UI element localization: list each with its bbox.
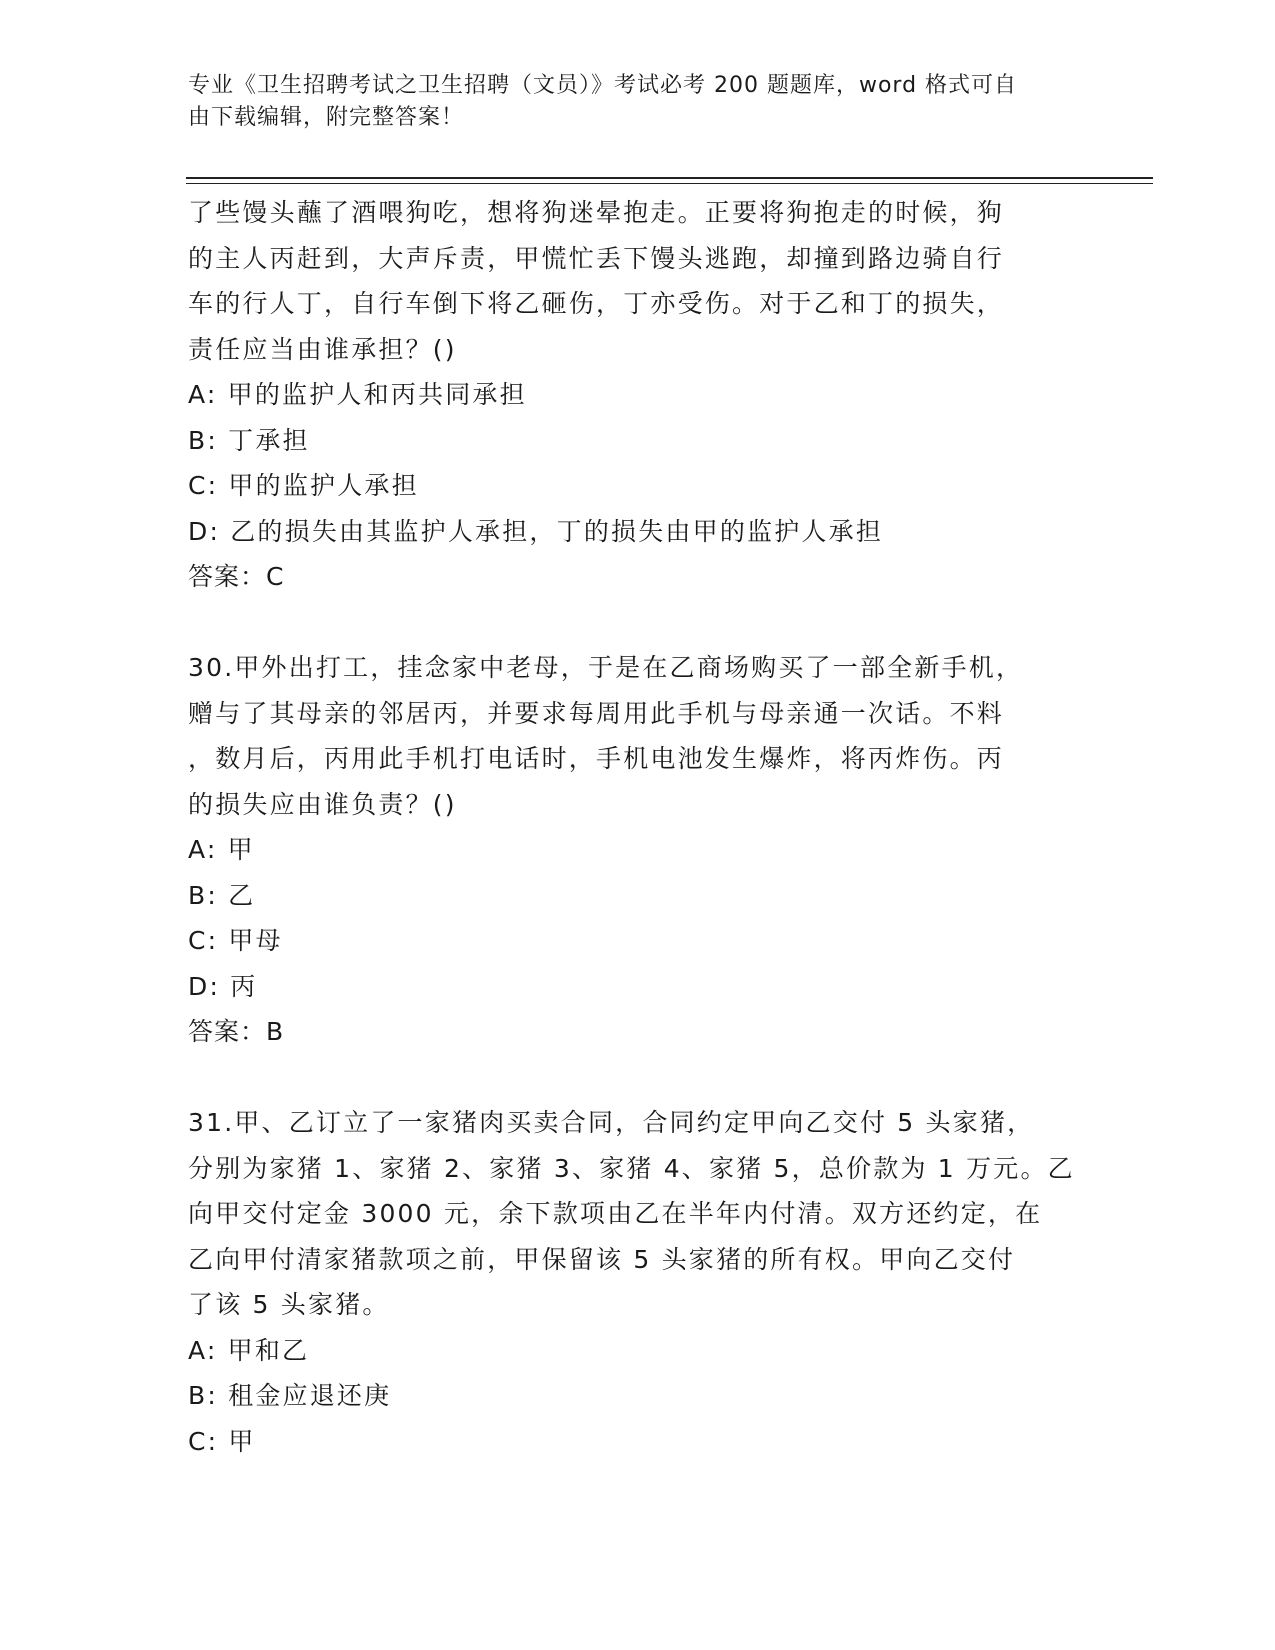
header-line-2: 由下载编辑，附完整答案！ [188, 105, 465, 130]
question-stem-line: 的损失应由谁负责？() [188, 789, 457, 819]
option-c: C: 甲 [188, 1426, 256, 1456]
question-stem-line: ，数月后，丙用此手机打电话时，手机电池发生爆炸，将丙炸伤。丙 [188, 744, 1005, 773]
question-29 [188, 190, 1088, 600]
question-stem-line: 31.甲、乙订立了一家猪肉买卖合同，合同约定甲向乙交付 5 头家猪， [188, 1108, 1035, 1137]
question-stem-line: 了该 5 头家猪。 [188, 1290, 390, 1319]
option-d: D: 乙的损失由其监护人承担，丁的损失由甲的监护人承担 [188, 516, 884, 546]
option-d: D: 丙 [188, 971, 258, 1001]
answer-line: 答案：C [188, 562, 285, 591]
option-c: C: 甲的监护人承担 [188, 471, 419, 500]
question-stem-line: 车的行人丁，自行车倒下将乙砸伤，丁亦受伤。对于乙和丁的损失， [188, 289, 1005, 318]
question-stem-line: 分别为家猪 1、家猪 2、家猪 3、家猪 4、家猪 5，总价款为 1 万元。乙 [188, 1153, 1075, 1183]
option-a: A: 甲和乙 [188, 1335, 310, 1365]
option-b: B: 乙 [188, 880, 256, 910]
option-a: A: 甲 [188, 835, 255, 864]
question-stem-line: 责任应当由谁承担？() [188, 334, 457, 364]
option-b: B: 丁承担 [188, 425, 310, 455]
question-stem-line: 了些馒头蘸了酒喂狗吃，想将狗迷晕抱走。正要将狗抱走的时候，狗 [188, 198, 1005, 227]
question-stem-line: 的主人丙赶到，大声斥责，甲慌忙丢下馒头逃跑，却撞到路边骑自行 [188, 243, 1005, 273]
option-c: C: 甲母 [188, 926, 283, 955]
option-a: A: 甲的监护人和丙共同承担 [188, 380, 527, 409]
question-stem-line: 30.甲外出打工，挂念家中老母，于是在乙商场购买了一部全新手机， [188, 653, 1024, 682]
document-body [188, 190, 1088, 1464]
question-stem-line: 赠与了其母亲的邻居丙，并要求每周用此手机与母亲通一次话。不料 [188, 698, 1005, 728]
spacer [188, 1055, 1088, 1101]
document-header [188, 70, 1088, 134]
answer-line: 答案：B [188, 1017, 285, 1046]
header-rule-thin [186, 183, 1153, 184]
question-30 [188, 645, 1088, 1055]
question-31 [188, 1100, 1088, 1464]
spacer [188, 600, 1088, 646]
header-line-1: 专业《卫生招聘考试之卫生招聘（文员）》考试必考 200 题题库，word 格式可自 [188, 73, 1018, 98]
question-stem-line: 向甲交付定金 3000 元，余下款项由乙在半年内付清。双方还约定，在 [188, 1199, 1043, 1228]
question-stem-line: 乙向甲付清家猪款项之前，甲保留该 5 头家猪的所有权。甲向乙交付 [188, 1244, 1016, 1274]
header-rule-thick [186, 177, 1153, 179]
option-b: B: 租金应退还庚 [188, 1381, 392, 1410]
